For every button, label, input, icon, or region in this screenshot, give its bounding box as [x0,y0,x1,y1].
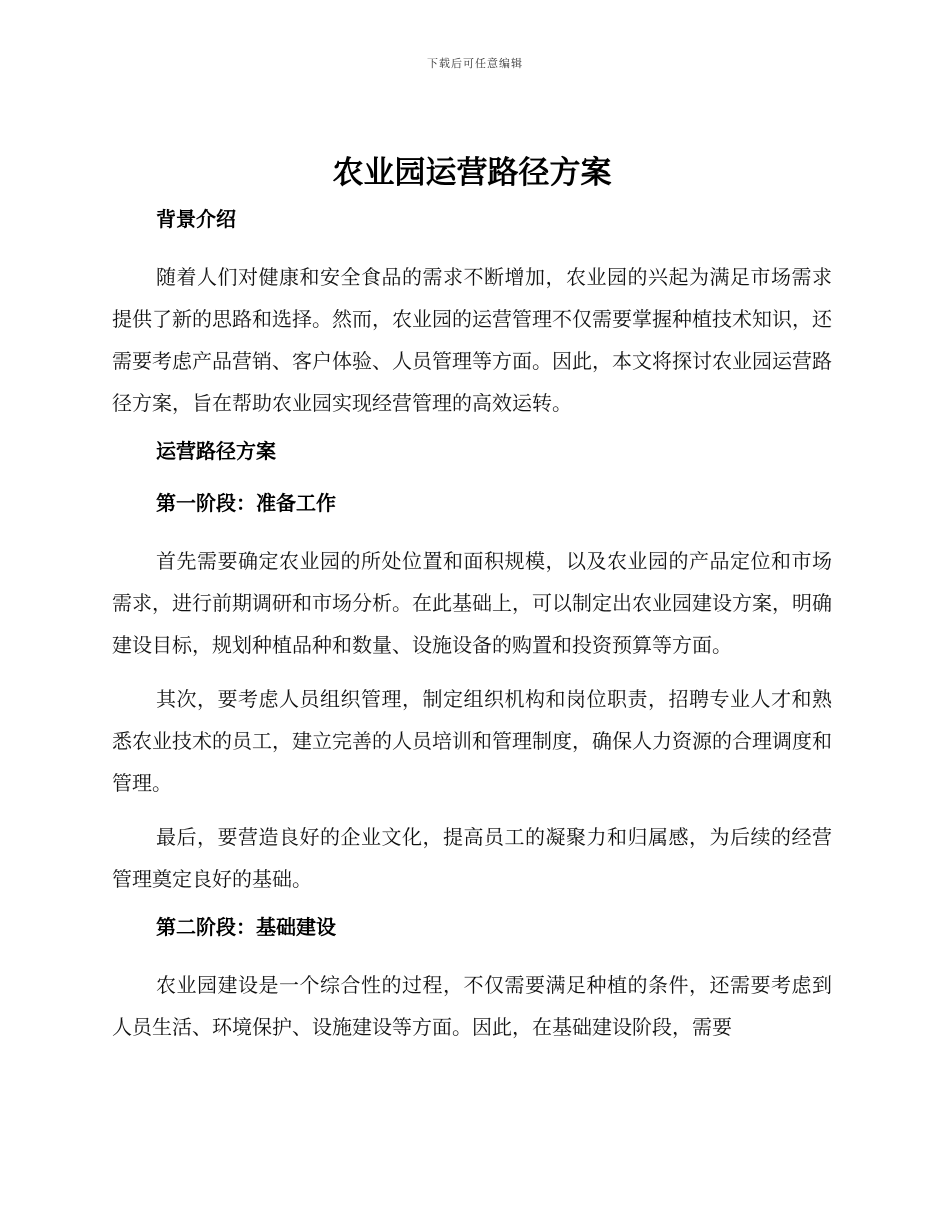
subheading-stage-one: 第一阶段：准备工作 [156,491,336,515]
document-title: 农业园运营路径方案 [332,155,612,191]
paragraph-background: 随着人们对健康和安全食品的需求不断增加，农业园的兴起为满足市场需求提供了新的思路和选择。然而，农业园的运营管理不仅需要掌握种植技术知识，还需要考虑产品营销、客户体验、人员管理等方面。因此，本文将探讨农业园运营路径方案，旨在帮助农业园实现经营管理的高效运转。 [112,265,832,415]
section-heading-operation-path: 运营路径方案 [156,439,276,463]
paragraph-stage-one-second: 其次，要考虑人员组织管理，制定组织机构和岗位职责，招聘专业人才和熟悉农业技术的员工，建立完善的人员培训和管理制度，确保人力资源的合理调度和管理。 [112,687,832,795]
paragraph-stage-one-last: 最后，要营造良好的企业文化，提高员工的凝聚力和归属感，为后续的经营管理奠定良好的基础。 [112,825,832,891]
section-heading-background: 背景介绍 [156,207,236,231]
paragraph-stage-one-first: 首先需要确定农业园的所处位置和面积规模，以及农业园的产品定位和市场需求，进行前期调研和市场分析。在此基础上，可以制定出农业园建设方案，明确建设目标，规划种植品种和数量、设施设备的购置和投资预算等方面。 [112,549,832,657]
document-body [112,150,832,1060]
paragraph-stage-two: 农业园建设是一个综合性的过程，不仅需要满足种植的条件，还需要考虑到人员生活、环境保护、设施建设等方面。因此，在基础建设阶段，需要 [112,973,832,1039]
header-note: 下载后可任意编辑 [427,57,523,70]
subheading-stage-two: 第二阶段：基础建设 [156,915,336,939]
